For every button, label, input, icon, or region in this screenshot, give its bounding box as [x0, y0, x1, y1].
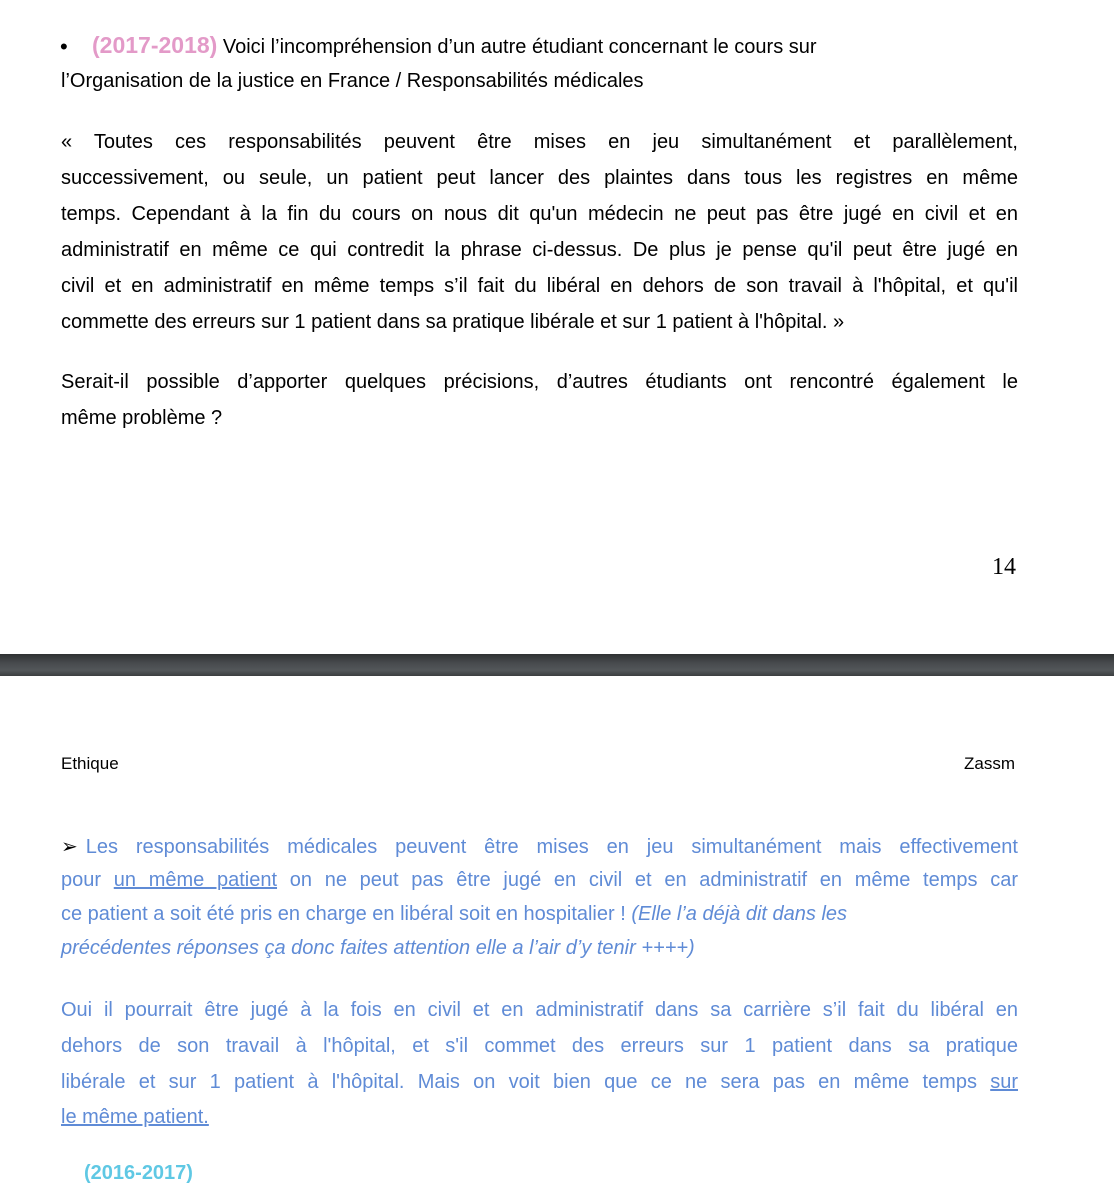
quote-line: successivement, ou seule, un patient peut lancer des plaintes dans tous les registres en même [61, 167, 1018, 189]
answer1-line-2 [61, 869, 1018, 892]
quote-line: « Toutes ces responsabilités peuvent être mises en jeu simultanément et parallèlement, [61, 131, 1018, 153]
question-line: même problème ? [61, 407, 223, 429]
italic-note: (Elle l’a déjà dit dans les [631, 903, 848, 925]
question-line: Serait-il possible d’apporter quelques précisions, d’autres étudiants ont rencontré également le [61, 371, 1018, 393]
answer-text: on ne peut pas être jugé en civil et en administratif en même temps car [277, 869, 1018, 891]
header-left: Ethique [61, 754, 119, 773]
answer2-line-4: le même patient. [61, 1106, 209, 1128]
answer-text: pour [61, 869, 114, 891]
header-right: Zassm [964, 754, 1015, 773]
answer-text: libérale et sur 1 patient à l'hôpital. Mais on voit bien que ce ne sera pas en même temps [61, 1071, 991, 1093]
underlined-text: sur [990, 1071, 1018, 1093]
answer2-line-3 [61, 1071, 1018, 1094]
answer1-line-1 [61, 834, 1018, 859]
arrow-bullet-icon: ➢ [61, 836, 78, 858]
intro-text: Voici l’incompréhension d’un autre étudiant concernant le cours sur [222, 36, 817, 58]
underlined-text: un même patient [113, 869, 278, 891]
page-number: 14 [992, 554, 1016, 580]
year-label: (2017-2018) [92, 32, 218, 58]
quote-line: commette des erreurs sur 1 patient dans sa pratique libérale et sur 1 patient à l'hôpital. » [61, 311, 845, 333]
next-heading-cut: (2016-2017) [84, 1162, 193, 1184]
answer1-line-4: précédentes réponses ça donc faites attention elle a l’air d’y tenir ++++) [61, 937, 695, 959]
question-intro-line-2: l’Organisation de la justice en France / Responsabilités médicales [61, 70, 644, 92]
answer-text: ce patient a soit été pris en charge en libéral soit en hospitalier ! [61, 903, 632, 925]
answer-text: Les responsabilités médicales peuvent être mises en jeu simultanément mais effectivement [85, 836, 1018, 858]
answer2-line-1: Oui il pourrait être jugé à la fois en civil et en administratif dans sa carrière s’il fait du libéral en [61, 999, 1018, 1021]
bullet-icon: • [60, 34, 68, 59]
answer1-line-3 [61, 903, 847, 926]
page-separator [0, 654, 1114, 676]
question-intro-line-1 [92, 32, 817, 59]
quote-line: administratif en même ce qui contredit la phrase ci-dessus. De plus je pense qu'il peut être jugé en [61, 239, 1018, 261]
quote-line: temps. Cependant à la fin du cours on nous dit qu'un médecin ne peut pas être jugé en civil et en [61, 203, 1018, 225]
answer2-line-2: dehors de son travail à l'hôpital, et s'il commet des erreurs sur 1 patient dans sa pratique [61, 1035, 1018, 1057]
quote-line: civil et en administratif en même temps s’il fait du libéral en dehors de son travail à l'hôpital, et qu'il [61, 275, 1018, 297]
